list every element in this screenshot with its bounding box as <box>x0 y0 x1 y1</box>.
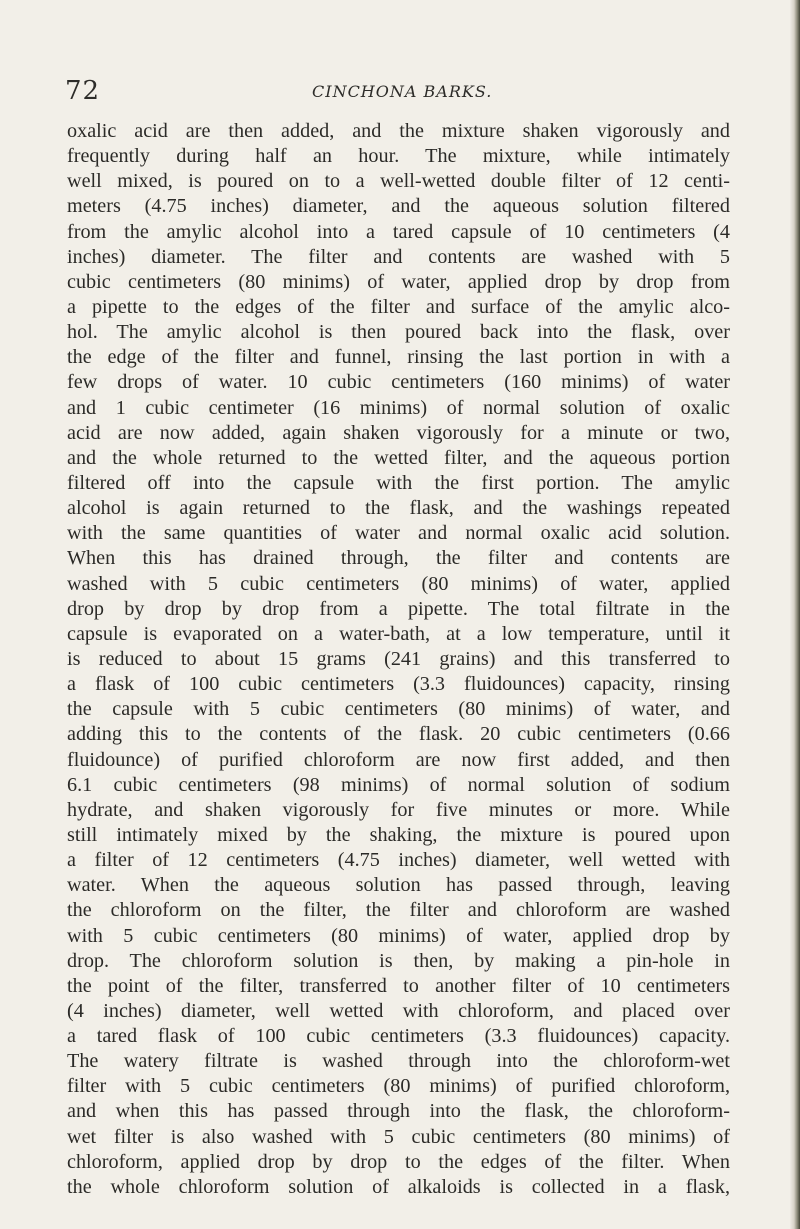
text-line: and when this has passed through into the flask, the chloroform- <box>67 1100 730 1123</box>
text-line: (4 inches) diameter, well wetted with chloroform, and placed over <box>67 999 730 1022</box>
text-line: still intimately mixed by the shaking, the mixture is poured upon <box>67 823 730 846</box>
page-edge-shadow <box>790 0 800 1229</box>
text-line: 6.1 cubic centimeters (98 minims) of normal solution of sodium <box>67 773 730 796</box>
text-line: from the amylic alcohol into a tared capsule of 10 centimeters (4 <box>67 220 730 243</box>
text-line: the capsule with 5 cubic centimeters (80 minims) of water, and <box>67 698 730 721</box>
text-line: is reduced to about 15 grams (241 grains) and this transferred to <box>67 647 730 670</box>
text-line: capsule is evaporated on a water-bath, at a low temperature, until it <box>67 622 730 645</box>
page-number: 72 <box>65 76 101 106</box>
text-line: wet filter is also washed with 5 cubic centimeters (80 minims) of <box>67 1125 730 1148</box>
text-line: cubic centimeters (80 minims) of water, applied drop by drop from <box>67 270 730 293</box>
text-line: well mixed, is poured on to a well-wetted double filter of 12 centi- <box>67 170 730 193</box>
text-line: water. When the aqueous solution has passed through, leaving <box>67 874 730 897</box>
text-line: filter with 5 cubic centimeters (80 minims) of purified chloroform, <box>67 1075 730 1098</box>
text-line: acid are now added, again shaken vigorously for a minute or two, <box>67 421 730 444</box>
text-line: hol. The amylic alcohol is then poured back into the flask, over <box>67 321 730 344</box>
page-header <box>65 75 755 107</box>
text-line: drop by drop by drop from a pipette. The total filtrate in the <box>67 597 730 620</box>
text-line: with the same quantities of water and normal oxalic acid solution. <box>67 522 730 545</box>
text-line: meters (4.75 inches) diameter, and the aqueous solution filtered <box>67 195 730 218</box>
body-text <box>67 119 730 1200</box>
text-line: hydrate, and shaken vigorously for five minutes or more. While <box>67 798 730 821</box>
text-line: and 1 cubic centimeter (16 minims) of normal solution of oxalic <box>67 396 730 419</box>
text-line: the point of the filter, transferred to another filter of 10 centimeters <box>67 974 730 997</box>
text-line: few drops of water. 10 cubic centimeters (160 minims) of water <box>67 371 730 394</box>
text-line: fluidounce) of purified chloroform are now first added, and then <box>67 748 730 771</box>
text-line: frequently during half an hour. The mixture, while intimately <box>67 145 730 168</box>
text-line: The watery filtrate is washed through into the chloroform-wet <box>67 1050 730 1073</box>
text-line: a filter of 12 centimeters (4.75 inches) diameter, well wetted with <box>67 849 730 872</box>
text-line: a flask of 100 cubic centimeters (3.3 fluidounces) capacity, rinsing <box>67 673 730 696</box>
text-line: filtered off into the capsule with the first portion. The amylic <box>67 471 730 494</box>
text-line: the whole chloroform solution of alkaloids is collected in a flask, <box>67 1175 730 1198</box>
text-line: alcohol is again returned to the flask, and the washings repeated <box>67 497 730 520</box>
text-line: chloroform, applied drop by drop to the edges of the filter. When <box>67 1150 730 1173</box>
text-line: oxalic acid are then added, and the mixture shaken vigorously and <box>67 120 730 142</box>
text-line: with 5 cubic centimeters (80 minims) of water, applied drop by <box>67 924 730 947</box>
text-line: inches) diameter. The filter and contents are washed with 5 <box>67 245 730 268</box>
text-line: When this has drained through, the filter and contents are <box>67 547 730 570</box>
text-line: adding this to the contents of the flask. 20 cubic centimeters (0.66 <box>67 723 730 746</box>
text-line: and the whole returned to the wetted filter, and the aqueous portion <box>67 446 730 469</box>
text-line: drop. The chloroform solution is then, by making a pin-hole in <box>67 949 730 972</box>
text-line: a pipette to the edges of the filter and surface of the amylic alco- <box>67 295 730 318</box>
text-line: washed with 5 cubic centimeters (80 minims) of water, applied <box>67 572 730 595</box>
text-line: the chloroform on the filter, the filter and chloroform are washed <box>67 899 730 922</box>
running-title: CINCHONA BARKS. <box>312 82 493 101</box>
text-line: the edge of the filter and funnel, rinsing the last portion in with a <box>67 346 730 369</box>
text-line: a tared flask of 100 cubic centimeters (3.3 fluidounces) capacity. <box>67 1025 730 1048</box>
